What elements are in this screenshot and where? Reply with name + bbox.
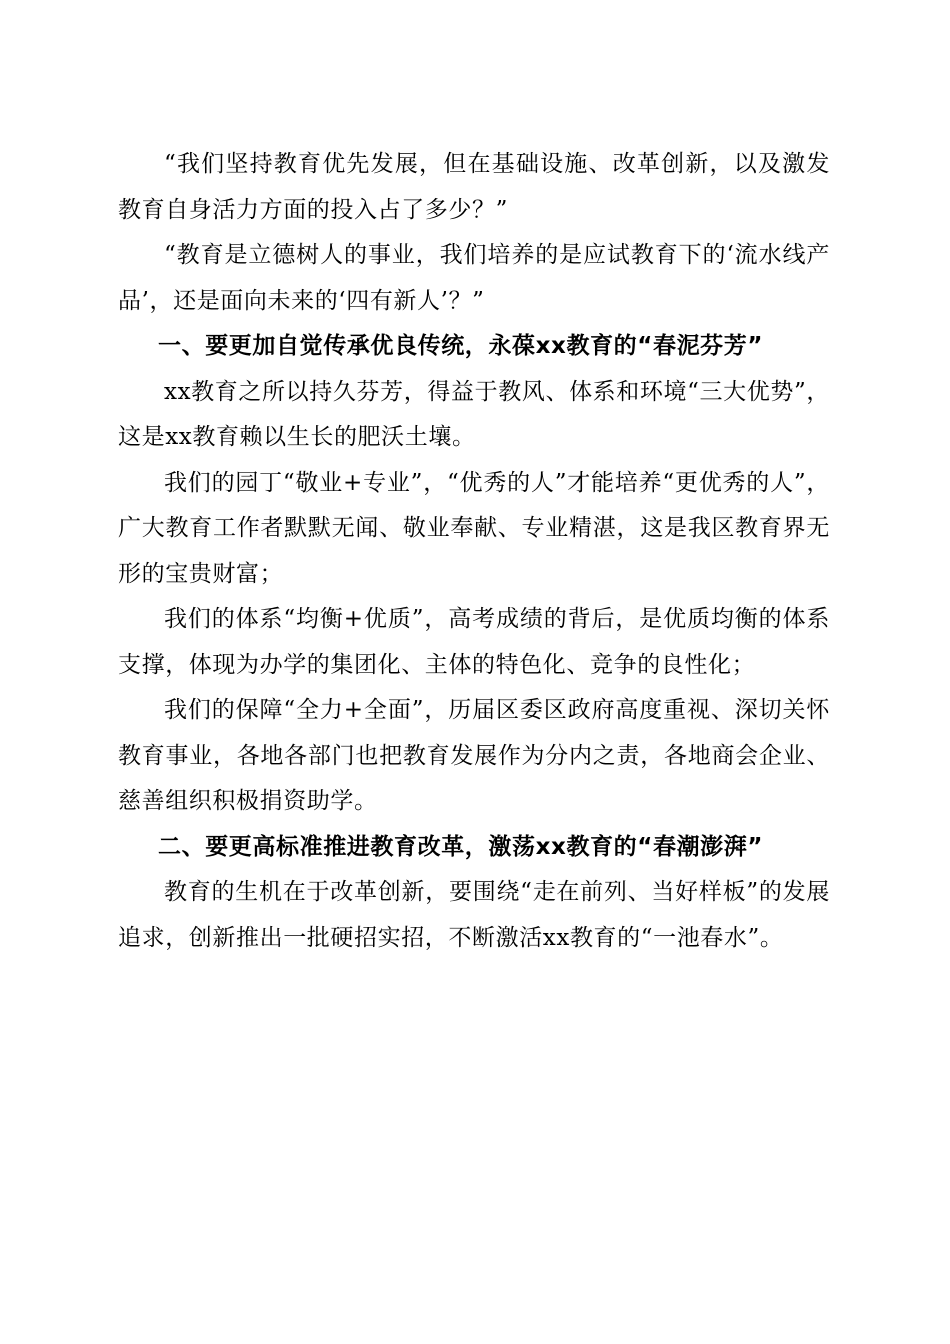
paragraph-reform: 教育的生机在于改革创新，要围绕“走在前列、当好样板”的发展追求，创新推出一批硬招实招，不断激活xx教育的“一池春水”。 (118, 879, 830, 951)
section-heading-one: 一、要更加自觉传承优良传统，永葆xx教育的“春泥芬芳” (158, 333, 764, 359)
paragraph-gardeners: 我们的园丁“敬业+专业”，“优秀的人”才能培养“更优秀的人”，广大教育工作者默默无闻、敬业奉献、专业精湛，这是我区教育界无形的宝贵财富； (118, 469, 830, 587)
paragraph-guarantee: 我们的保障“全力+全面”，历届区委区政府高度重视、深切关怀教育事业，各地各部门也把教育发展作为分内之责，各地商会企业、慈善组织积极捐资助学。 (118, 697, 830, 814)
paragraph-question-investment: “我们坚持教育优先发展，但在基础设施、改革创新，以及激发教育自身活力方面的投入占了多少？” (118, 151, 830, 223)
section-heading-two: 二、要更高标准推进教育改革，激荡xx教育的“春潮澎湃” (158, 833, 764, 860)
paragraph-question-education: “教育是立德树人的事业，我们培养的是应试教育下的‘流水线产品’，还是面向未来的‘四有新人’？” (118, 242, 830, 314)
document-body (118, 142, 830, 961)
paragraph-system: 我们的体系“均衡+优质”，高考成绩的背后，是优质均衡的体系支撑，体现为办学的集团化、主体的特色化、竞争的良性化； (118, 606, 830, 678)
paragraph-three-advantages: xx教育之所以持久芬芳，得益于教风、体系和环境“三大优势”，这是xx教育赖以生长的肥沃土壤。 (118, 378, 830, 450)
